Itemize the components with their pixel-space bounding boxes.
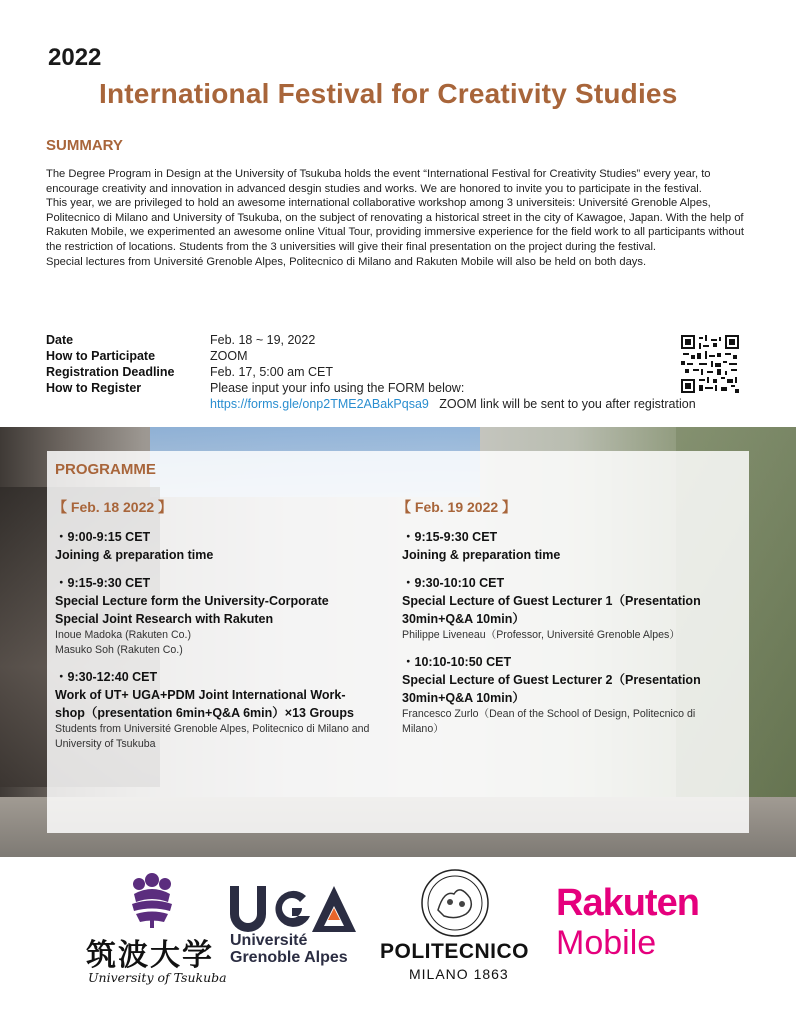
schedule-item <box>402 654 722 737</box>
schedule-title: Joining & preparation time <box>55 548 214 562</box>
uga-line2: Grenoble Alpes <box>230 949 348 966</box>
day2-schedule <box>402 529 722 748</box>
schedule-title: Special Lecture of Guest Lecturer 1（Presentation 30min+Q&A 10min） <box>402 594 701 626</box>
speaker: Students from Université Grenoble Alpes, Politecnico di Milano and University of Tsukuba <box>55 723 370 750</box>
deadline-value: Feb. 17, 5:00 am CET <box>210 365 333 379</box>
schedule-time: ・9:15-9:30 CET <box>402 530 498 544</box>
politecnico-city: MILANO 1863 <box>409 966 509 982</box>
schedule-title: Joining & preparation time <box>402 548 561 562</box>
speaker: Masuko Soh (Rakuten Co.) <box>55 644 183 656</box>
participate-value: ZOOM <box>210 349 248 363</box>
schedule-item <box>402 575 722 643</box>
politecnico-name: POLITECNICO <box>380 940 530 963</box>
rakuten-mobile: Mobile <box>556 924 657 962</box>
qr-code-icon[interactable] <box>681 335 739 393</box>
schedule-time: ・9:00-9:15 CET <box>55 530 151 544</box>
day2-label: 【 Feb. 19 2022 】 <box>397 499 517 515</box>
registration-form-link[interactable]: https://forms.gle/onp2TME2ABakPqsa9 <box>210 397 429 411</box>
tsukuba-name: University of Tsukuba <box>88 970 227 985</box>
schedule-item <box>55 575 375 658</box>
register-label: How to Register <box>46 381 142 395</box>
rakuten-name: Rakuten <box>556 882 699 924</box>
schedule-title: Special Lecture of Guest Lecturer 2（Presentation 30min+Q&A 10min） <box>402 673 701 705</box>
date-label: Date <box>46 333 74 347</box>
summary-paragraph: This year, we are privileged to hold an awesome international collaborative workshop among 3 universiteis: Université Grenoble Alpes, Politecnico di Milano and University of Tsukuba, on the subject of renovating a historical street in the city of Kawagoe, Japan. With the help of Rakuten Mobile, we experimented an awesome online Vitual Tour, providing immersive experience for the field work to all participants without the restriction of locations. Students from the 3 universities will give their final presentation on the project during the festival. <box>46 197 744 253</box>
schedule-item <box>55 669 375 752</box>
uga-line1: Université <box>230 932 308 949</box>
schedule-time: ・10:10-10:50 CET <box>402 655 512 669</box>
uga-name <box>230 932 348 966</box>
tsukuba-kanji: 筑波大学 <box>86 938 214 973</box>
schedule-item <box>55 529 375 564</box>
event-year: 2022 <box>48 44 102 71</box>
register-value: Please input your info using the FORM below: <box>210 381 465 395</box>
zoom-note: ZOOM link will be sent to you after registration <box>439 397 696 411</box>
participate-label: How to Participate <box>46 349 156 363</box>
schedule-title: Special Lecture form the University-Corporate Special Joint Research with Rakuten <box>55 594 329 626</box>
day1-label: 【 Feb. 18 2022 】 <box>53 499 173 515</box>
schedule-time: ・9:30-10:10 CET <box>402 576 505 590</box>
programme-panel <box>47 451 749 833</box>
event-title: International Festival for Creativity Studies <box>99 78 678 109</box>
politecnico-seal-icon <box>420 868 490 938</box>
deadline-label: Registration Deadline <box>46 365 175 379</box>
uga-logo-icon <box>228 884 358 934</box>
summary-body <box>46 167 752 269</box>
schedule-time: ・9:15-9:30 CET <box>55 576 151 590</box>
speaker: Philippe Liveneau（Professor, Université Grenoble Alpes） <box>402 629 680 641</box>
programme-heading: PROGRAMME <box>55 461 156 478</box>
date-value: Feb. 18 ~ 19, 2022 <box>210 333 316 347</box>
day1-schedule <box>55 529 375 763</box>
schedule-item <box>402 529 722 564</box>
summary-heading: SUMMARY <box>46 137 123 154</box>
summary-paragraph: Special lectures from Université Grenoble Alpes, Politecnico di Milano and Rakuten Mobile will also be held on both days. <box>46 255 647 268</box>
tsukuba-emblem-icon <box>122 870 182 930</box>
summary-paragraph: The Degree Program in Design at the University of Tsukuba holds the event “International Festival for Creativity Studies” every year, to encourage creativity and innovation in advanced desgin studies and works. We are honored to invite you to participate in the festival. <box>46 168 711 195</box>
schedule-title: Work of UT+ UGA+PDM Joint International Work-shop（presentation 6min+Q&A 6min）×13 Groups <box>55 688 354 720</box>
speaker: Inoue Madoka (Rakuten Co.) <box>55 629 192 641</box>
event-info <box>46 332 696 412</box>
schedule-time: ・9:30-12:40 CET <box>55 670 158 684</box>
speaker: Francesco Zurlo（Dean of the School of Design, Politecnico di Milano） <box>402 708 696 735</box>
